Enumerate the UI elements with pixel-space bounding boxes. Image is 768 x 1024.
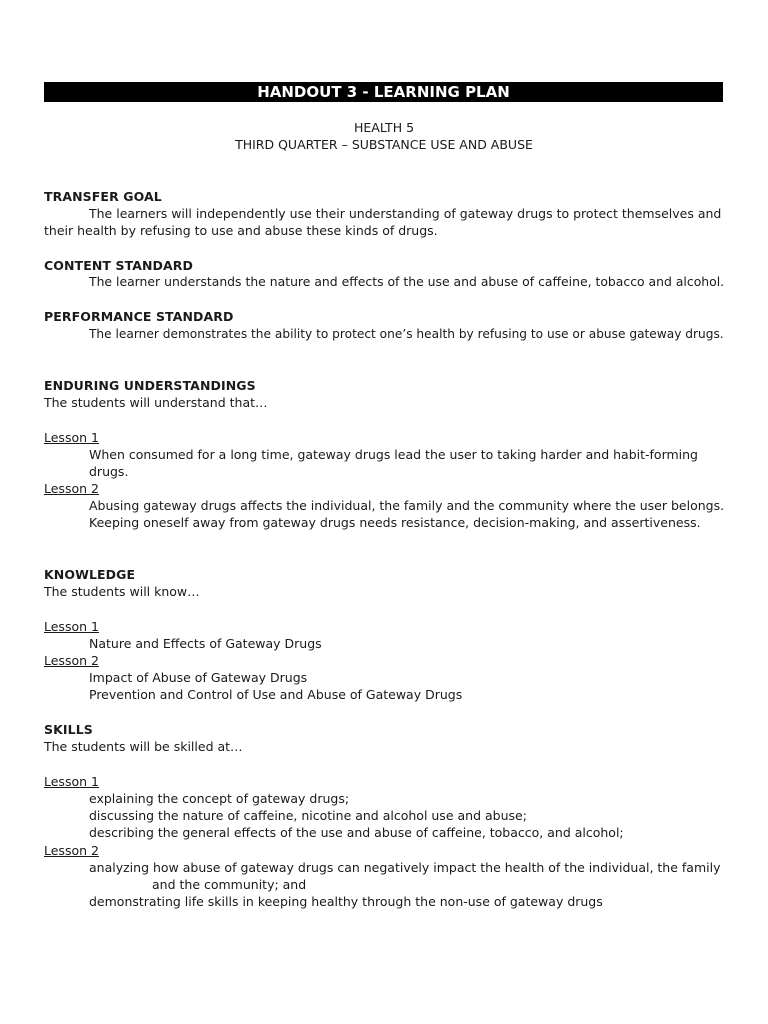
enduring-lesson2-label: Lesson 2	[44, 481, 99, 496]
transfer-goal-line2: their health by refusing to use and abuse these kinds of drugs.	[44, 223, 438, 238]
content-standard-text: The learner understands the nature and effects of the use and abuse of caffeine, tobacco and alcohol.	[89, 274, 725, 289]
skills-heading: SKILLS	[44, 722, 93, 737]
knowledge-lesson2-label: Lesson 2	[44, 653, 99, 668]
document-title: HANDOUT 3 - LEARNING PLAN	[44, 82, 723, 102]
enduring-understandings-heading: ENDURING UNDERSTANDINGS	[44, 378, 256, 393]
skills-lesson2-item1-line1: analyzing how abuse of gateway drugs can negatively impact the health of the individual, the family	[89, 860, 721, 875]
knowledge-lesson2-item2: Prevention and Control of Use and Abuse of Gateway Drugs	[89, 687, 463, 702]
knowledge-lesson1-label: Lesson 1	[44, 619, 99, 634]
skills-lesson1-item3: describing the general effects of the use and abuse of caffeine, tobacco, and alcohol;	[89, 825, 624, 840]
enduring-lesson1-line1: When consumed for a long time, gateway drugs lead the user to taking harder and habit-forming	[89, 447, 698, 462]
knowledge-lesson2-item1: Impact of Abuse of Gateway Drugs	[89, 670, 308, 685]
skills-lesson1-item2: discussing the nature of caffeine, nicotine and alcohol use and abuse;	[89, 808, 527, 823]
enduring-lesson2-item2: Keeping oneself away from gateway drugs needs resistance, decision-making, and assertiveness.	[89, 515, 701, 530]
content-standard-heading: CONTENT STANDARD	[44, 258, 194, 273]
knowledge-lesson1-item1: Nature and Effects of Gateway Drugs	[89, 636, 322, 651]
enduring-lesson1-line2: drugs.	[89, 464, 129, 479]
skills-lesson2-item1-line2: and the community; and	[152, 877, 307, 892]
subject-heading: HEALTH 5	[353, 120, 415, 135]
skills-intro: The students will be skilled at…	[44, 739, 243, 754]
performance-standard-heading: PERFORMANCE STANDARD	[44, 309, 234, 324]
knowledge-intro: The students will know…	[44, 584, 200, 599]
performance-standard-text: The learner demonstrates the ability to protect one’s health by refusing to use or abuse gateway drugs.	[89, 326, 724, 341]
knowledge-heading: KNOWLEDGE	[44, 567, 136, 582]
enduring-intro: The students will understand that…	[44, 395, 268, 410]
quarter-heading: THIRD QUARTER – SUBSTANCE USE AND ABUSE	[235, 137, 533, 152]
skills-lesson2-item2: demonstrating life skills in keeping healthy through the non-use of gateway drugs	[89, 894, 603, 909]
enduring-lesson2-item1: Abusing gateway drugs affects the individual, the family and the community where the user belongs.	[89, 498, 725, 513]
skills-lesson1-label: Lesson 1	[44, 774, 99, 789]
transfer-goal-heading: TRANSFER GOAL	[44, 189, 162, 204]
skills-lesson1-item1: explaining the concept of gateway drugs;	[89, 791, 350, 806]
transfer-goal-line1: The learners will independently use their understanding of gateway drugs to protect themselves and	[89, 206, 722, 221]
enduring-lesson1-label: Lesson 1	[44, 430, 99, 445]
skills-lesson2-label: Lesson 2	[44, 843, 99, 858]
